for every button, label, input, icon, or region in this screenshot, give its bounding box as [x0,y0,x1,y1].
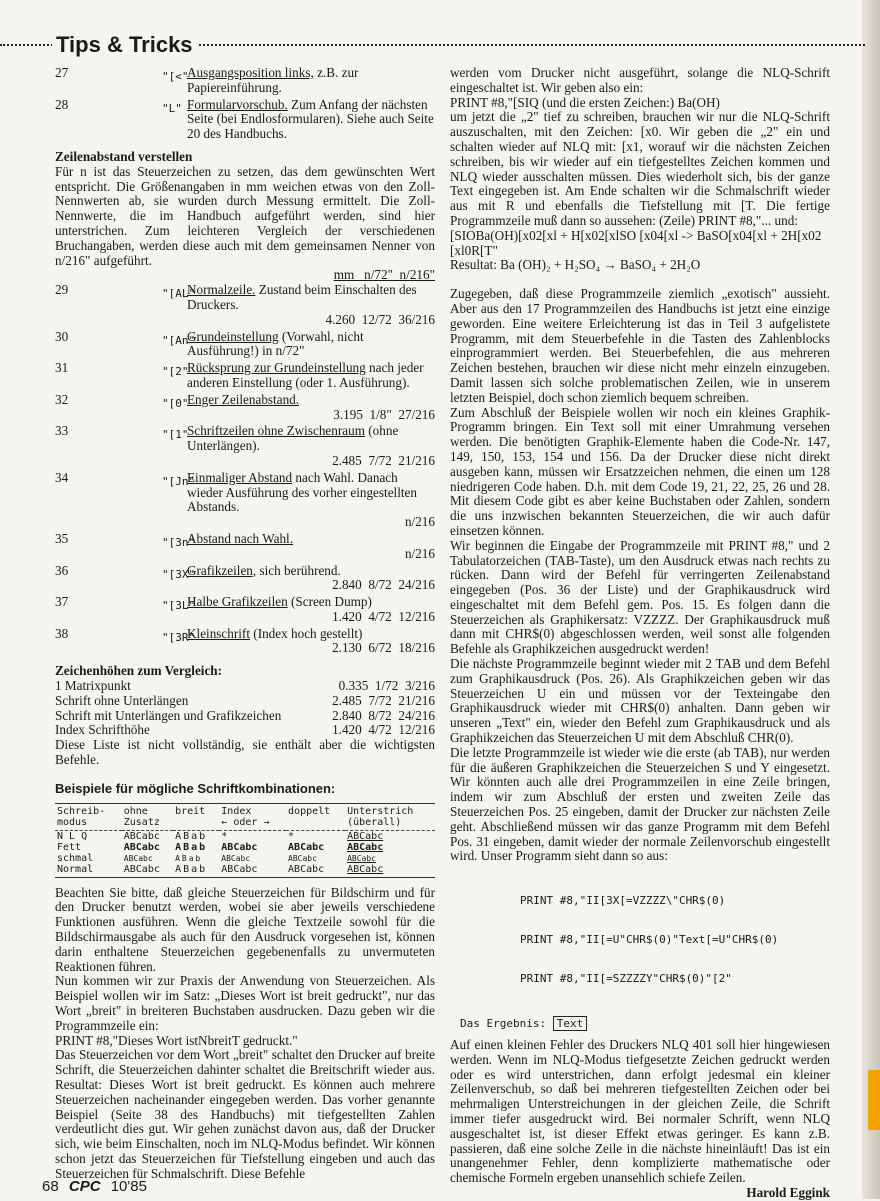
entry-number: 38 [55,625,69,641]
entry-code: "[2" [162,365,189,379]
paragraph-liste: Diese Liste ist nicht vollständig, sie enthält aber die wichtigsten Befehle. [55,737,435,768]
entry-number: 32 [55,391,69,407]
author: Harold Eggink [746,1185,830,1200]
section-title: Tips & Tricks [52,32,197,58]
entry-text: z.B. zur Papiereinführung. [187,65,359,95]
figure-cell: ABCabc [221,841,258,853]
entry-text: sich berührend. [256,562,341,578]
entry-number: 28 [55,96,69,112]
entry-code: "L" [162,101,182,115]
heading-zeilenabstand: Zeilenabstand verstellen [55,148,193,164]
units-header: mm n/72" n/216" [333,267,435,283]
entry-text: (ohne Unterlängen). [187,423,399,454]
figure-cell: ABCabc [347,853,376,863]
entry-term: Normalzeile. [187,282,256,298]
comparison-table [55,679,435,738]
figure-row [55,864,435,875]
entry-description [187,330,435,360]
entry-code: "[3R" [162,630,196,644]
figure-cell: * [221,830,228,842]
paragraph-r2: um jetzt die „2" tief zu schreiben, brauchen wir nur die NLQ-Schrift auszuschalten, mit den Zeichen: [x0. Wir geben die „2" ein und schalten wieder auf NLQ mit: [x1, worauf wir die nächsten Zeichen schreiben, bis wir wieder auf ein tiefgestelltes Zeichen kommen und NLQ wieder ausschalten müssen. Dies wiederholt sich, bis der ganze Text eingegeben ist. Am Ende schalten wir die Schmalschrift wieder aus mit R und ebenfalls die Tiefstellung mit [T. Die fertige Programmzeile muß dann so aussehen: (Zeile) PRINT #8,"... und: [450,109,830,228]
figure-cell: ABCabc [123,841,160,853]
comparison-row [55,679,435,694]
comparison-values: 1.420 4/72 12/216 [332,722,435,738]
entry-description [187,424,435,468]
figure-cell: ABCabc [288,841,325,853]
entry-term: Schriftzeilen ohne Zwischenraum [187,423,365,439]
entry-code: "[AL" [162,287,196,301]
figure-cell: ABCabc [123,853,153,863]
paragraph-r5: Wir beginnen die Eingabe der Programmzeile mit PRINT #8," und 2 Tabulatorzeichen (TAB-Taste), um den Ausdruck etwas nach rechts zu rücken. Dann wird der Befehl für verringerten Zeilenabstand eingegeben (Pos. 36 der Liste) und der Graphikausdruck wird eingeschaltet mit dem Befehl gem. Pos. 15. Es folgen dann die Steuerzeichen als Graphikersatz: VZZZZ. Der Graphikausdruck muß dann mit CHR$(0) abgeschlossen werden, weil sonst alle folgenden Befehle als Graphikzeichen ausgedruckt werden! [450,537,830,657]
paragraph-r7: Die letzte Programmzeile ist wieder wie die erste (ab TAB), nur werden für die äußeren Graphikzeichen die Steuerzeichen S und Y eingesetzt. Wir könnten auch alle drei Programmzeilen in eine Zeile bringen, indem wir zum Abschluß der ersten und zweiten Zeile das Steuerzeichen Pos. 25 eingeben, damit der Drucker zur nächsten Zeile geht. Abschließend müssen wir das ganze Programm mit dem Befehl Pos. 31 eingeben, damit wieder der normale Zeilenvorschub eingestellt wird. Unser Programm sieht dann so aus: [450,744,830,864]
figure-cell: Fett [57,841,82,853]
figure-header-cell: ohne Zusatz [122,806,173,831]
comparison-label: Schrift mit Unterlängen und Grafikzeichen [55,707,282,723]
entry-term: Ausgangsposition links, [187,65,314,80]
command-entry [55,471,435,530]
entry-term: Grundeinstellung [187,328,279,344]
entry-description [187,595,435,625]
page-edge [862,0,880,1199]
entry-number: 34 [55,469,69,485]
figure-cell: schmal [57,852,94,864]
entry-code: "[0" [162,396,189,410]
comparison-label: Schrift ohne Unterlängen [55,692,189,708]
entry-values: 4.260 12/72 36/216 [325,311,435,327]
paragraph-beachten: Beachten Sie bitte, daß gleiche Steuerzeichen für Bildschirm und für den Drucker benutzt werden, wobei sie aber jeweils verschiedene Funktionen ausführen. Wenn die gleiche Textzeile sowohl für die Bildschirmausgabe als auch für den Ausdruck vorgesehen ist, können darin enthaltene Steuerzeichen gegebenenfalls zu unvermuteten Reaktionen führen. [55,884,435,974]
heading-beispiele: Beispiele für mögliche Schriftkombinationen: [55,780,336,796]
command-entry [55,564,435,594]
result-example [460,1017,830,1032]
figure-cell: ABab [175,853,203,863]
entry-code: "[<" [162,70,189,83]
result-box: Text [553,1016,588,1031]
entry-number: 37 [55,594,69,610]
paragraph-zeilenabstand: Für n ist das Steuerzeichen zu setzen, das dem gewünschten Wert entspricht. Die Größenangaben in mm weichen etwas von den Zoll-Nennwerten ab, sie wurden durch Messung ermittelt. Die Zoll-Nennwerte, die im Handbuch aufgeführt werden, sind hier unterstrichen. Zum leichteren Vergleich der verschiedenen Bruchangaben, werden diese auch mit dem gemeinsamen Nenner von n/216" aufgeführt. [55,163,435,268]
entry-values: 1.420 4/72 12/216 [332,608,435,624]
figure-cell: ABab [175,830,208,842]
entry-term: Formularvorschub. [187,96,288,112]
section-tab-marker [868,1070,880,1130]
figure-cell: ABCabc [347,841,384,853]
entry-term: Abstand nach Wahl. [187,530,294,546]
comparison-values: 0.335 1/72 3/216 [338,678,435,694]
comparison-row [55,723,435,738]
comparison-label: 1 Matrixpunkt [55,678,131,694]
entry-term: Rücksprung zur Grundeinstellung [187,360,366,376]
figure-header-cell: doppelt [286,806,345,831]
entry-values: 2.485 7/72 21/216 [332,452,435,468]
result-label: Das Ergebnis: [460,1017,547,1031]
entry-text: (Index hoch gestellt) [250,625,363,641]
entry-description [187,283,435,327]
figure-cell: ABCabc [347,863,384,875]
command-entry [55,532,435,562]
command-list-top [55,66,435,142]
entry-number: 35 [55,530,69,546]
figure-header-cell: Unterstrich (überall) [345,806,435,831]
command-entry [55,330,435,360]
entry-description [187,98,435,142]
figure-row [55,853,435,864]
command-list [55,283,435,656]
entry-code: "[3L" [162,599,196,613]
entry-text: (Screen Dump) [287,594,372,610]
figure-cell: * [288,830,295,842]
command-entry [55,595,435,625]
code-line: PRINT #8,"II[3X[=VZZZZ\"CHR$(0) [520,894,726,908]
heading-vergleich: Zeichenhöhen zum Vergleich: [55,663,223,679]
figure-cell: ABCabc [288,863,325,875]
entry-code: "[3X" [162,567,196,581]
command-entry [55,283,435,327]
entry-values: n/216 [404,545,435,561]
entry-term: Halbe Grafikzeilen [187,594,288,610]
figure-header-cell: breit [173,806,219,831]
magazine-logo: CPC [68,1178,101,1195]
figure-cell: ABCabc [221,853,251,863]
comparison-values: 2.840 8/72 24/216 [332,707,435,723]
command-entry [55,393,435,423]
entry-number: 30 [55,328,69,344]
paragraph-r6: Die nächste Programmzeile beginnt wieder mit 2 TAB und dem Befehl zum Graphikausdruck (Pos. 26). Als Graphikzeichen geben wir das Steuerzeichen U ein und müssen vor der Texteingabe den Graphikausdruck wieder mit CHR$(0) anhalten. Dann geben wir unseren „Text" ein, wieder den Befehl zum Graphikausdruck und als Graphikzeichen das Steuerzeichen U mit dem Abschluß CHR(0). [450,656,830,746]
paragraph-steuerzeichen: Das Steuerzeichen vor dem Wort „breit" schaltet den Drucker auf breite Schrift, die Steuerzeichen dahinter schaltet die Breitschrift wieder aus. Resultat: Dieses Wort ist breit gedruckt. Es können auch mehrere Steuerzeichen nacheinander eingegeben werden. Das vorher genannte Beispiel (Seite 38 des Handbuchs) mit tiefgestellten Zahlen verdeutlicht dies gut. Wir gehen zunächst davon aus, daß der Drucker sich, wie beim Einschalten, noch im NLQ-Modus befindet. Wir können schon jetzt das Steuerzeichen für Tiefstellung eingeben und auch das Steuerzeichen für Schmalschrift. Diese Befehle [55,1047,435,1181]
entry-description [187,564,435,594]
comparison-row [55,694,435,709]
figure-cell: ABCabc [288,853,317,863]
entry-text: nach Wahl. Danach wieder Ausführung des vorher eingestellten Abstands. [187,469,417,515]
entry-description [187,66,435,96]
figure-cell: ABab [175,841,208,853]
figure-row [55,830,435,842]
issue-date: 10'85 [110,1178,147,1195]
entry-description [187,361,435,391]
entry-number: 29 [55,282,69,298]
entry-description [187,393,435,423]
entry-values: 2.130 6/72 18/216 [332,640,435,656]
command-entry [55,424,435,468]
entry-number: 36 [55,562,69,578]
paragraph-r3: Zugegeben, daß diese Programmzeile ziemlich „exotisch" aussieht. Aber aus den 17 Programmzeilen des Handbuchs ist jetzt eine einzige geworden. Eine weitere Erleichterung ist das in Teil 3 aufgelistete Programm, mit dem Steuerbefehle in die Tasten des Zahlenblocks einprogrammiert werden. Bei Steuerbefehlen, die aus mehreren Zeichen bestehen, brauchen wir diese nicht mehr einzeln einzugeben. Damit lassen sich solche problematischen Zeilen, wie in unserem letzten Beispiel, doch schon ziemlich bequem schreiben. [450,286,830,405]
entry-code: "[Jn" [162,474,196,488]
command-entry [55,361,435,391]
paragraph-r1: werden vom Drucker nicht ausgeführt, solange die NLQ-Schrift eingeschaltet ist. Wir geben also ein: [450,65,830,95]
figure-cell: ABCabc [347,830,384,842]
figure-header-cell: Index ← oder → [219,806,286,831]
entry-description [187,627,435,657]
print-line-r1: PRINT #8,"[SIQ (und die ersten Zeichen:) Ba(OH) [450,94,720,110]
entry-text: Zum Anfang der nächsten Seite (bei Endlosformularen). Siehe auch Seite 20 des Handbuchs. [187,96,434,142]
entry-text: Zustand beim Einschalten des Druckers. [187,282,417,312]
comparison-label: Index Schrifthöhe [55,722,150,738]
figure-cell: ABCabc [221,863,258,875]
figure-cell: N L Q [57,830,88,842]
page-number: 68 [42,1178,59,1195]
entry-term: Einmaliger Abstand [187,469,293,485]
entry-term: Kleinschrift [187,625,250,641]
figure-cell: ABCabc [123,830,160,842]
comparison-values: 2.485 7/72 21/216 [332,692,435,708]
entry-text: nach jeder anderen Einstellung (oder 1. Ausführung). [187,360,424,390]
entry-values: 2.840 8/72 24/216 [332,577,435,593]
entry-values: 3.195 1/8" 27/216 [333,406,435,422]
program-line-r2: [SIOBa(OH)[x02[xl + H[x02[xlSO [x04[xl -> BaSO[x04[xl + 2H[x02 [xl0R[T" [450,227,822,258]
print-example: PRINT #8,"Dieses Wort istNbreitT gedruckt." [55,1032,298,1048]
figure-cell: ABab [175,863,208,875]
font-combination-figure [55,803,435,878]
right-column [450,66,830,1201]
page-header [0,30,865,60]
paragraph-r4: Zum Abschluß der Beispiele wollen wir noch ein kleines Graphik-Programm bringen. Ein Text soll mit einer Umrahmung versehen werden. Die benötigten Graphik-Elemente haben die Code-Nr. 147, 149, 150, 153, 154 und 156. Da der Drucker diese nicht direkt ausgeben kann, müssen wir Ersatzzeichen nehmen, die einen um 128 niedrigeren Code haben. D.h. mit dem Code 19, 21, 22, 25, 26 und 28. Mit diesem Code gibt es aber keine Buchstaben oder Zahlen, sondern die uns inzwischen bekannten Steuerzeichen, die wir auch dafür einsetzen können. [450,404,830,538]
page-footer [42,1178,147,1195]
entry-term: Enger Zeilenabstand. [187,391,300,407]
figure-cell: Normal [57,863,94,875]
paragraph-r8: Auf einen kleinen Fehler des Druckers NLQ 401 soll hier hingewiesen werden. Wenn im NLQ-Modus tiefgesetzte Zeichen gedruckt werden oder es wird unterstrichen, dann erfolgt jedesmal ein kleiner Zeilenverschub, so daß bei mehreren tiefgestellten Zeichen oder bei mehrmaligen Unterstreichungen in der gleichen Zeile, die Schrift immer tiefer ausgedruckt wird. Bei normaler Schrift, wenn NLQ ausgeschaltet ist, ist dieser Effekt etwas geringer. Es kann z.B. passieren, daß eine solche Zeile in die nächste hineinläuft! Das ist ein unangenehmer Fehler, denn komplizierte mathematische oder chemische Formeln ergeben unansehlich schiefe Zeilen. [450,1037,830,1186]
command-entry [55,627,435,657]
entry-code: "[An" [162,333,196,347]
comparison-row [55,709,435,724]
command-entry [55,66,435,96]
code-line: PRINT #8,"II[=SZZZZY"CHR$(0)"[2" [520,972,732,986]
figure-header-cell: Schreib- modus [55,806,122,831]
entry-description [187,471,435,530]
entry-text: (Vorwahl, nicht Ausführung!) in n/72" [187,328,364,359]
entry-code: "[1" [162,428,189,442]
paragraph-praxis: Nun kommen wir zur Praxis der Anwendung von Steuerzeichen. Als Beispiel wollen wir im Satz: „Dieses Wort ist breit gedruckt", nur das Wort „breit" in breiteren Buchstaben ausdrucken. Dazu geben wir die Programmzeile ein: [55,973,435,1033]
figure-row [55,842,435,853]
entry-code: "[3n" [162,535,196,549]
entry-number: 31 [55,360,69,376]
entry-number: 27 [55,65,69,80]
program-listing [520,868,830,1011]
result-formula: Resultat: Ba (OH)₂ + H₂SO₄ → BaSO₄ + 2H₂O [450,257,701,273]
left-column [55,66,435,1182]
figure-cell: ABCabc [123,863,160,875]
entry-term: Grafikzeilen, [187,562,257,578]
entry-number: 33 [55,423,69,439]
command-entry [55,98,435,142]
entry-values: n/216 [404,514,435,530]
code-line: PRINT #8,"II[=U"CHR$(0)"Text[=U"CHR$(0) [520,933,779,947]
entry-description [187,532,435,562]
